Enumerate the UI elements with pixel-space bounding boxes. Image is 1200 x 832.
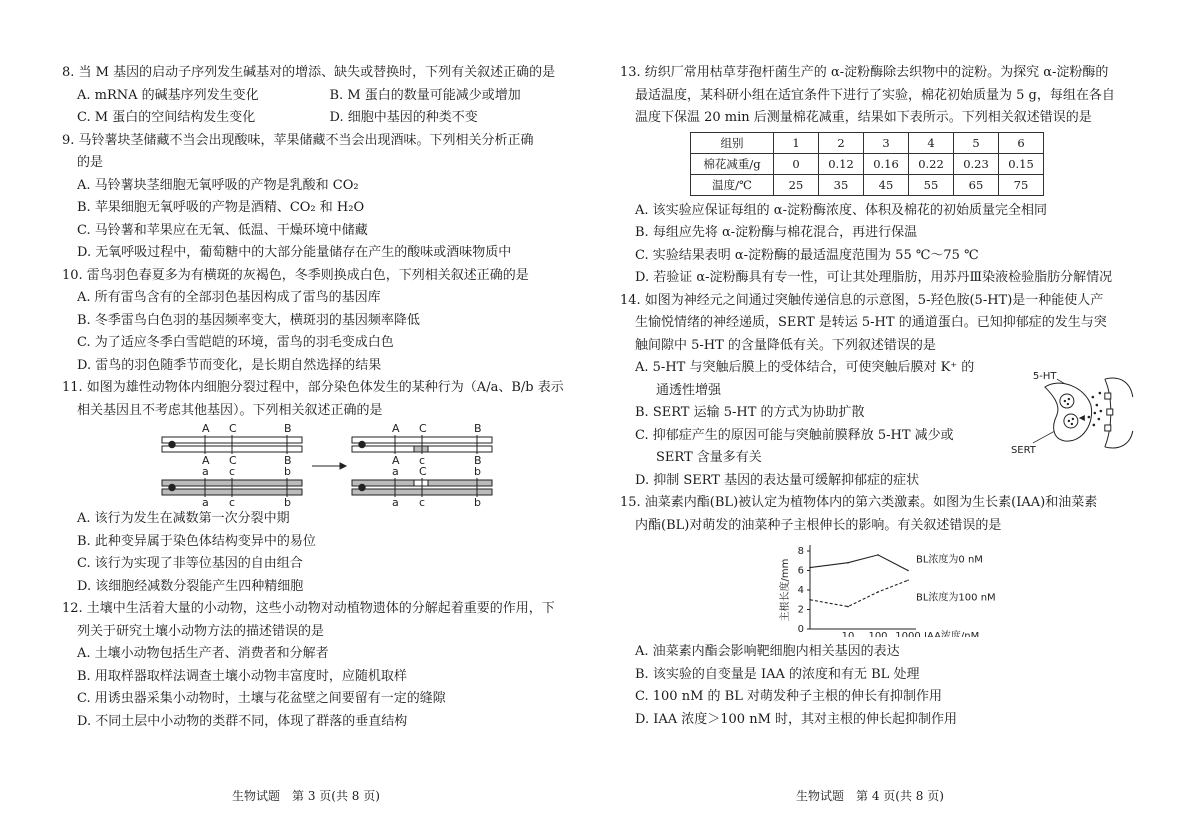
question-stem: 11. 如图为雄性动物体内细胞分裂过程中，部分染色体发生的某种行为（A/a、B/b 表示 <box>62 380 564 395</box>
table-header: 棉花减重/g <box>691 153 774 174</box>
option-d: D. 不同土层中小动物的类群不同，体现了群落的垂直结构 <box>77 713 408 729</box>
page-footer-right: 生物试题 第 4 页(共 8 页) <box>796 789 944 803</box>
gene-label: B <box>284 422 292 435</box>
gene-label: c <box>229 465 236 478</box>
y-tick-label: 6 <box>797 565 804 577</box>
option-a: A. 马铃薯块茎细胞无氧呼吸的产物是乳酸和 CO₂ <box>77 177 359 193</box>
y-tick-label: 8 <box>797 546 804 557</box>
y-tick-label: 2 <box>797 604 804 616</box>
data-point <box>809 599 811 601</box>
option-a: A. 5-HT 与突触后膜上的受体结合，可使突触后膜对 K⁺ 的 <box>635 360 975 375</box>
series-line <box>810 580 908 606</box>
table-cell: 2 <box>819 132 864 153</box>
gene-label: a <box>392 496 399 508</box>
gene-label: b <box>474 465 481 478</box>
question-14 <box>620 290 1145 493</box>
question-8 <box>62 62 582 130</box>
question-10 <box>62 265 582 378</box>
gene-label: a <box>202 465 209 478</box>
gene-label: b <box>284 465 291 478</box>
question-stem-cont: 生愉悦情绪的神经递质，SERT 是转运 5-HT 的通道蛋白。已知抑郁症的发生与突 <box>635 315 1107 330</box>
gene-label: c <box>419 496 426 508</box>
table-cell: 0.15 <box>999 153 1044 174</box>
question-stem-cont: 列关于研究土壤小动物方法的描述错误的是 <box>77 623 325 639</box>
question-stem-cont: 的是 <box>77 155 104 170</box>
option-b: B. 苹果细胞无氧呼吸的产物是酒精、CO₂ 和 H₂O <box>77 200 365 215</box>
results-table <box>690 132 1044 196</box>
x-tick-label: 1000 <box>895 631 921 637</box>
option-c: C. M 蛋白的空间结构发生变化 <box>77 110 256 125</box>
option-d: D. 无氧呼吸过程中，葡萄糖中的大部分能量储存在产生的酸味或酒味物质中 <box>77 245 512 260</box>
right-page <box>620 62 1145 731</box>
option-a: A. 所有雷鸟含有的全部羽色基因构成了雷鸟的基因库 <box>77 290 381 305</box>
option-d: D. 该细胞经减数分裂能产生四种精细胞 <box>77 578 304 594</box>
gene-label: a <box>202 496 209 508</box>
gene-label: A <box>392 422 400 435</box>
option-b: B. 每组应先将 α-淀粉酶与棉花混合，再进行保温 <box>635 225 918 240</box>
chromosome-gray-pair-exchanged <box>352 478 492 497</box>
table-cell: 1 <box>774 132 819 153</box>
option-a: A. 该实验应保证每组的 α-淀粉酶浓度、体积及棉花的初始质量完全相同 <box>635 202 1047 218</box>
gene-label: B <box>474 454 482 467</box>
data-point <box>809 567 811 569</box>
question-stem-cont: 最适温度，某科研小组在适宜条件下进行了实验，棉花初始质量为 5 g，每组在各自 <box>635 87 1115 103</box>
option-d: D. 若验证 α-淀粉酶具有专一性，可让其处理脂肪，用苏丹Ⅲ染液检验脂肪分解情况 <box>635 270 1113 285</box>
question-13 <box>620 62 1145 290</box>
option-b: B. 冬季雷鸟白色羽的基因频率变大，横斑羽的基因频率降低 <box>77 312 420 328</box>
gene-label: B <box>284 454 292 467</box>
table-cell: 25 <box>774 174 819 195</box>
question-stem-cont: 内酯(BL)对萌发的油菜种子主根伸长的影响。有关叙述错误的是 <box>635 517 1002 533</box>
option-a: A. 该行为发生在减数第一次分裂中期 <box>77 511 290 526</box>
question-15 <box>620 492 1145 731</box>
y-axis-label: 主根长度/mm <box>780 558 791 622</box>
gene-label: c <box>229 496 236 508</box>
table-cell: 65 <box>954 174 999 195</box>
chromosome-white-pair-exchanged <box>352 435 492 454</box>
question-stem: 14. 如图为神经元之间通过突触传递信息的示意图，5-羟色胺(5-HT)是一种能使人产 <box>620 292 1104 308</box>
series-label: BL浓度为0 nM <box>916 554 983 566</box>
question-stem: 9. 马铃薯块茎储藏不当会出现酸味，苹果储藏不当会出现酒味。下列相关分析正确 <box>62 132 534 148</box>
option-b: B. 此种变异属于染色体结构变异中的易位 <box>77 533 316 549</box>
chromosome-gray-pair <box>162 478 302 497</box>
gene-label: b <box>474 496 481 508</box>
question-stem-cont: 温度下保温 20 min 后测量棉花减重，结果如下表所示。下列相关叙述错误的是 <box>635 110 1092 125</box>
data-point <box>907 570 909 572</box>
table-cell: 75 <box>999 174 1044 195</box>
option-c: C. 用诱虫器采集小动物时，土壤与花盆壁之间要留有一定的缝隙 <box>77 691 446 706</box>
option-a-cont: 通透性增强 <box>656 382 722 398</box>
label-sert: SERT <box>1011 444 1037 456</box>
table-cell: 45 <box>864 174 909 195</box>
question-stem: 10. 雷鸟羽色春夏多为有横斑的灰褐色，冬季则换成白色，下列相关叙述正确的是 <box>62 267 529 283</box>
table-cell: 55 <box>909 174 954 195</box>
option-d: D. 抑制 SERT 基因的表达量可缓解抑郁症的症状 <box>635 472 920 488</box>
question-12 <box>62 598 582 733</box>
table-cell: 0.16 <box>864 153 909 174</box>
table-cell: 4 <box>909 132 954 153</box>
question-11 <box>62 377 582 598</box>
gene-label: C <box>229 454 237 467</box>
option-c: C. 马铃薯和苹果应在无氧、低温、干燥环境中储藏 <box>77 222 368 238</box>
table-cell: 5 <box>954 132 999 153</box>
gene-label: c <box>419 454 426 467</box>
option-d: D. IAA 浓度＞100 nM 时，其对主根的伸长起抑制作用 <box>635 711 958 727</box>
option-c: C. 为了适应冬季白雪皑皑的环境，雷鸟的羽毛变成白色 <box>77 335 394 350</box>
synapse-diagram <box>1005 357 1145 469</box>
question-stem: 15. 油菜素内酯(BL)被认定为植物体内的第六类激素。如图为生长素(IAA)和油菜素 <box>620 495 1098 510</box>
gene-label: a <box>392 465 399 478</box>
table-cell: 0.12 <box>819 153 864 174</box>
question-stem: 12. 土壤中生活着大量的小动物，这些小动物对动植物遗体的分解起着重要的作用，下 <box>62 601 555 616</box>
table-header: 温度/℃ <box>691 174 774 195</box>
left-page <box>62 62 582 733</box>
chromosome-figure <box>62 422 582 508</box>
table-cell: 35 <box>819 174 864 195</box>
option-a: A. 土壤小动物包括生产者、消费者和分解者 <box>77 646 329 661</box>
data-point <box>847 606 849 608</box>
gene-label: A <box>202 454 210 467</box>
arrow-icon <box>312 463 346 469</box>
table-cell: 0 <box>774 153 819 174</box>
option-a: A. mRNA 的碱基序列发生变化 <box>77 87 259 103</box>
option-c: C. 实验结果表明 α-淀粉酶的最适温度范围为 55 ℃～75 ℃ <box>635 247 979 263</box>
option-b: B. SERT 运输 5-HT 的方式为协助扩散 <box>635 405 865 420</box>
option-c: C. 抑郁症产生的原因可能与突触前膜释放 5-HT 减少或 <box>635 427 954 443</box>
label-5ht: 5-HT <box>1033 371 1057 383</box>
table-row <box>691 132 1044 153</box>
question-9 <box>62 130 582 265</box>
data-point <box>877 554 879 556</box>
table-header: 组别 <box>691 132 774 153</box>
x-axis-label: IAA浓度/nM <box>924 631 980 637</box>
table-cell: 6 <box>999 132 1044 153</box>
gene-label: C <box>419 465 427 478</box>
y-tick-label: 4 <box>797 585 804 596</box>
y-tick-label: 0 <box>797 624 804 635</box>
root-length-chart <box>620 537 1145 637</box>
option-b: B. 该实验的自变量是 IAA 的浓度和有无 BL 处理 <box>635 666 920 682</box>
option-c-cont: SERT 含量多有关 <box>656 450 762 465</box>
option-b: B. 用取样器取样法调查土壤小动物丰富度时，应随机取样 <box>77 668 407 684</box>
gene-label: C <box>419 422 427 435</box>
series-label: BL浓度为100 nM <box>916 592 996 604</box>
option-a: A. 油菜素内酯会影响靶细胞内相关基因的表达 <box>635 644 900 659</box>
table-cell: 3 <box>864 132 909 153</box>
gene-label: A <box>202 422 210 435</box>
option-c: C. 该行为实现了非等位基因的自由组合 <box>77 556 303 571</box>
question-stem-cont: 相关基因且不考虑其他基因）。下列相关叙述正确的是 <box>77 402 383 418</box>
page-footer-left: 生物试题 第 3 页(共 8 页) <box>232 789 380 803</box>
data-point <box>847 562 849 564</box>
gene-label: b <box>284 496 291 508</box>
question-stem: 13. 纺织厂常用枯草芽孢杆菌生产的 α-淀粉酶除去织物中的淀粉。为探究 α-淀粉酶的 <box>620 65 1109 80</box>
question-stem: 8. 当 M 基因的启动子序列发生碱基对的增添、缺失或替换时，下列有关叙述正确的是 <box>62 65 556 80</box>
data-point <box>907 579 909 581</box>
option-c: C. 100 nM 的 BL 对萌发种子主根的伸长有抑制作用 <box>635 689 942 704</box>
table-cell: 0.22 <box>909 153 954 174</box>
data-point <box>877 591 879 593</box>
option-b: B. M 蛋白的数量可能减少或增加 <box>329 87 521 103</box>
gene-label: A <box>392 454 400 467</box>
series-line <box>810 555 908 571</box>
option-d: D. 雷鸟的羽色随季节而变化，是长期自然选择的结果 <box>77 357 382 373</box>
question-stem-cont: 触间隙中 5-HT 的含量降低有关。下列叙述错误的是 <box>635 337 936 353</box>
table-row <box>691 153 1044 174</box>
x-tick-label: 100 <box>868 631 888 637</box>
table-row <box>691 174 1044 195</box>
option-d: D. 细胞中基因的种类不变 <box>329 110 478 125</box>
table-cell: 0.23 <box>954 153 999 174</box>
x-tick-label: 10 <box>841 631 855 637</box>
chromosome-white-pair <box>162 435 302 454</box>
gene-label: C <box>229 422 237 435</box>
gene-label: B <box>474 422 482 435</box>
